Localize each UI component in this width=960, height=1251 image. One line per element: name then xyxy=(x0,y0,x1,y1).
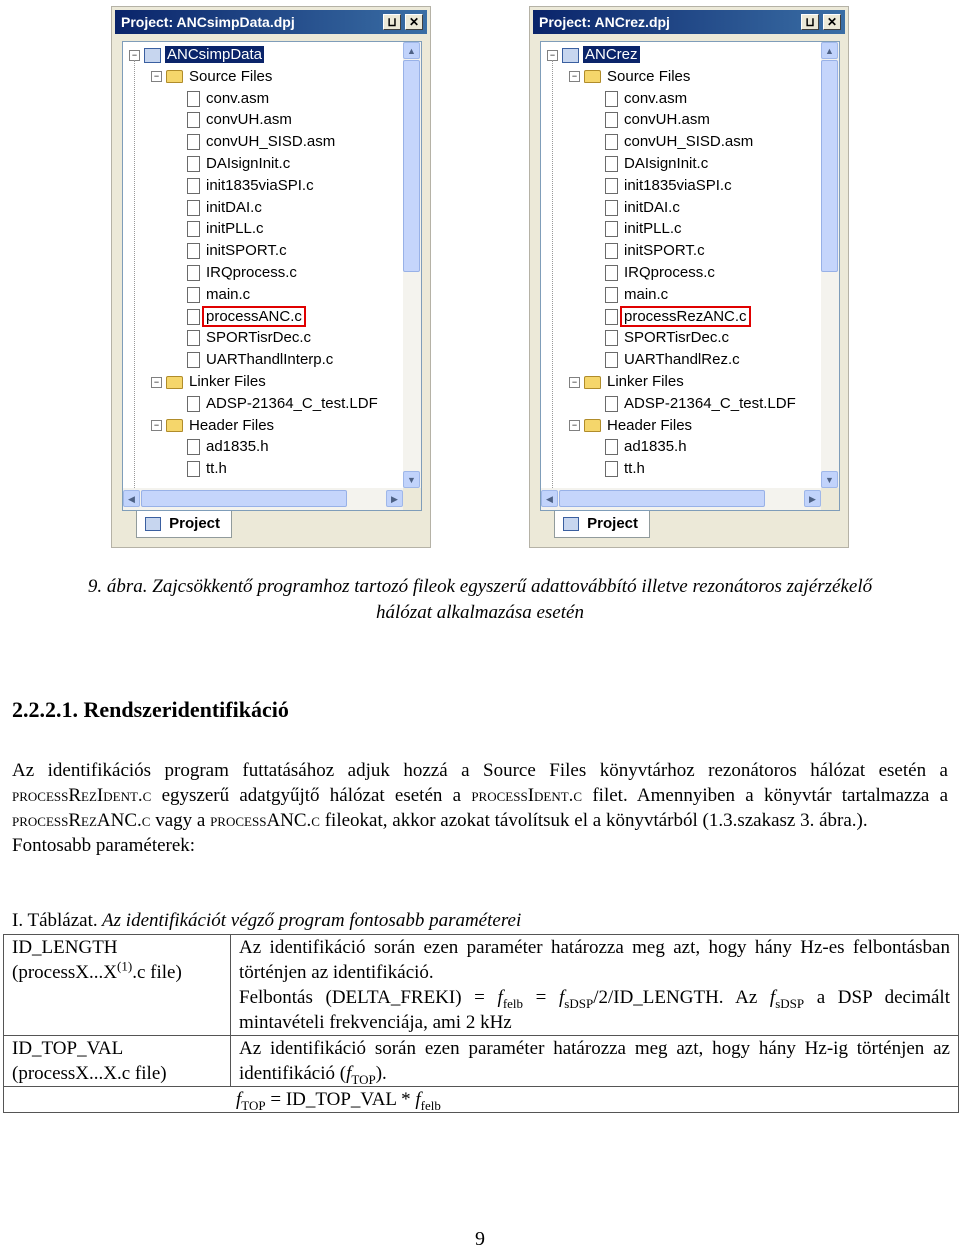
table-row xyxy=(4,1036,959,1087)
project-icon xyxy=(563,517,579,531)
text-span: Az identifikáció során ezen paraméter határozza meg azt, hogy hány Hz-ig történjen az identifikáció ( xyxy=(239,1038,950,1084)
table-row xyxy=(4,1087,959,1113)
tree-item-label: convUH.asm xyxy=(206,111,292,129)
tree-folder[interactable] xyxy=(151,66,274,88)
project-tab[interactable] xyxy=(136,511,232,538)
project-tree-pane xyxy=(540,41,840,511)
file-icon xyxy=(605,156,618,172)
tree-guide-line xyxy=(552,60,553,488)
close-button[interactable]: ✕ xyxy=(823,14,841,30)
file-icon xyxy=(605,243,618,259)
tree-guide-line xyxy=(134,60,135,488)
subscript: sDSP xyxy=(564,995,594,1011)
param-desc-cell xyxy=(231,935,959,1036)
text-span: = ID_TOP_VAL * xyxy=(265,1089,416,1110)
tree-item-label: DAIsignInit.c xyxy=(206,155,291,172)
tree-item-label: SPORTisrDec.c xyxy=(206,329,312,347)
body-paragraph xyxy=(12,758,948,858)
tree-file[interactable] xyxy=(605,284,670,306)
tree-project-node[interactable] xyxy=(129,44,264,66)
file-icon xyxy=(187,243,200,259)
tree-item-label: init1835viaSPI.c xyxy=(206,176,314,194)
tree-folder[interactable] xyxy=(569,415,694,437)
window-titlebar xyxy=(533,10,845,34)
text-span: vagy a xyxy=(150,810,211,831)
tree-item-label: DAIsignInit.c xyxy=(624,155,709,172)
symbol-f: f xyxy=(559,987,565,1008)
file-icon xyxy=(187,461,200,477)
parameters-table xyxy=(3,934,959,1113)
file-icon xyxy=(187,330,200,346)
scroll-up-arrow[interactable]: ▲ xyxy=(403,42,420,59)
scroll-down-arrow[interactable]: ▼ xyxy=(403,471,420,488)
file-icon xyxy=(187,396,200,412)
tree-item-label: convUH.asm xyxy=(624,111,710,129)
tree-file[interactable] xyxy=(187,88,271,110)
file-icon xyxy=(605,309,618,325)
file-icon xyxy=(605,352,618,368)
folder-icon xyxy=(166,419,183,432)
collapse-icon[interactable]: − xyxy=(151,377,162,388)
window-titlebar xyxy=(115,10,427,34)
tree-file[interactable] xyxy=(187,240,289,262)
horizontal-scrollbar[interactable] xyxy=(541,488,821,510)
text-span: Felbontás (DELTA_FREKI) = xyxy=(239,987,498,1008)
tree-item-label: IRQprocess.c xyxy=(624,264,715,281)
tree-file[interactable] xyxy=(605,109,712,131)
file-icon xyxy=(605,461,618,477)
text-span: = xyxy=(523,987,559,1008)
vertical-scrollbar[interactable] xyxy=(821,42,839,488)
subscript: felb xyxy=(502,995,524,1011)
file-icon xyxy=(605,91,618,107)
file-icon xyxy=(605,134,618,150)
text-span: fileokat, akkor azokat távolítsuk el a könyvtárból (1.3.szakasz 3. ábra.). xyxy=(319,810,868,831)
symbol-f: f xyxy=(497,987,503,1008)
tree-item-label: initSPORT.c xyxy=(206,242,287,260)
horizontal-scrollbar[interactable] xyxy=(123,488,403,510)
tree-item-label: ad1835.h xyxy=(624,438,687,456)
project-tree xyxy=(123,42,403,488)
file-icon xyxy=(187,287,200,303)
tree-item-label: init1835viaSPI.c xyxy=(624,176,732,194)
file-icon xyxy=(187,91,200,107)
filename-ident: processIdent.c xyxy=(471,785,583,806)
tree-file[interactable] xyxy=(187,262,299,284)
table-caption-text: Az identifikációt végző program fontosabb paraméterei xyxy=(97,910,522,931)
text-span: (processX...X xyxy=(12,962,118,983)
file-icon xyxy=(605,178,618,194)
tree-item-label: ADSP-21364_C_test.LDF xyxy=(624,394,796,412)
tree-file[interactable] xyxy=(605,349,742,371)
tree-item-label: UARThandlRez.c xyxy=(624,351,740,369)
text-span: egyszerű adatgyűjtő hálózat esetén a xyxy=(151,785,472,806)
tree-file[interactable] xyxy=(605,436,689,458)
folder-icon xyxy=(584,376,601,389)
file-icon xyxy=(605,112,618,128)
tree-item-label: tt.h xyxy=(206,460,227,478)
tree-item-label: Header Files xyxy=(607,416,693,434)
tree-file[interactable] xyxy=(187,306,304,328)
project-icon xyxy=(562,48,579,63)
pin-button[interactable]: ⊔ xyxy=(383,14,401,30)
folder-icon xyxy=(166,376,183,389)
scrollbar-corner xyxy=(403,488,421,510)
file-icon xyxy=(187,221,200,237)
scroll-down-arrow[interactable]: ▼ xyxy=(821,471,838,488)
param-name: ID_LENGTH xyxy=(12,937,118,958)
tree-project-node[interactable] xyxy=(547,44,640,66)
pin-button[interactable]: ⊔ xyxy=(801,14,819,30)
filename-anc: processANC.c xyxy=(210,810,320,831)
project-icon xyxy=(144,48,161,63)
tree-item-label: initPLL.c xyxy=(624,220,682,238)
tree-item-label: initDAI.c xyxy=(624,198,680,216)
section-heading: 2.2.2.1. Rendszeridentifikáció xyxy=(12,697,289,722)
project-window-left xyxy=(111,6,431,548)
scroll-thumb-horizontal[interactable] xyxy=(559,490,765,507)
param-desc-cell xyxy=(231,1036,959,1087)
tree-file[interactable] xyxy=(605,327,731,349)
tree-file[interactable] xyxy=(187,175,316,197)
caption-line-2: hálózat alkalmazása esetén xyxy=(376,602,584,623)
project-tab-label: Project xyxy=(587,515,639,532)
file-icon xyxy=(187,309,200,325)
collapse-icon[interactable]: − xyxy=(547,50,558,61)
tree-file[interactable] xyxy=(187,327,313,349)
tree-item-label: tt.h xyxy=(624,460,645,478)
subscript: TOP xyxy=(241,1097,266,1113)
subscript: TOP xyxy=(351,1071,376,1087)
project-window-right xyxy=(529,6,849,548)
tree-item-label: ADSP-21364_C_test.LDF xyxy=(206,394,378,412)
file-icon xyxy=(187,265,200,281)
project-tab-label: Project xyxy=(169,515,221,532)
tree-file[interactable] xyxy=(605,153,710,175)
tree-item-label: convUH_SISD.asm xyxy=(206,133,336,151)
scrollbar-corner xyxy=(821,488,839,510)
file-icon xyxy=(605,287,618,303)
symbol-f: f xyxy=(236,1089,242,1110)
tree-file[interactable] xyxy=(187,436,271,458)
text-span: /2/ID_LENGTH. Az xyxy=(593,987,770,1008)
tree-file[interactable] xyxy=(605,218,684,240)
tree-file[interactable] xyxy=(605,458,647,480)
file-icon xyxy=(187,156,200,172)
param-name: ID_TOP_VAL xyxy=(12,1038,124,1059)
subscript: felb xyxy=(420,1097,441,1113)
tree-item-label: SPORTisrDec.c xyxy=(624,329,730,347)
tree-file[interactable] xyxy=(187,284,252,306)
text-span: ). xyxy=(375,1063,387,1084)
symbol-f: f xyxy=(769,987,776,1008)
param-name-cell xyxy=(4,935,231,1036)
paragraph-text xyxy=(12,758,948,833)
tree-item-label: main.c xyxy=(206,285,251,303)
tree-file[interactable] xyxy=(605,393,798,415)
file-icon xyxy=(605,221,618,237)
tree-file[interactable] xyxy=(605,131,755,153)
tree-item-label: ANCrez xyxy=(585,46,638,63)
tree-file[interactable] xyxy=(187,153,292,175)
tree-item-label: processRezANC.c xyxy=(624,307,747,325)
project-icon xyxy=(145,517,161,531)
tree-item-label: ad1835.h xyxy=(206,438,269,456)
file-icon xyxy=(187,134,200,150)
project-tree xyxy=(541,42,821,488)
tree-item-label: IRQprocess.c xyxy=(206,264,297,281)
collapse-icon[interactable]: − xyxy=(569,420,580,431)
tree-file[interactable] xyxy=(187,458,229,480)
collapse-icon[interactable]: − xyxy=(569,377,580,388)
text-span: filet. Amennyiben a könyvtár tartalmazza a xyxy=(582,785,948,806)
tree-file[interactable] xyxy=(605,240,707,262)
tree-folder[interactable] xyxy=(151,415,276,437)
text-span: .c file) xyxy=(132,962,182,983)
folder-icon xyxy=(166,70,183,83)
footnote-mark: (1) xyxy=(117,958,133,974)
tree-item-label: UARThandlInterp.c xyxy=(206,351,334,369)
table-caption xyxy=(12,908,521,933)
window-title: Project: ANCrez.dpj xyxy=(539,14,670,30)
tree-item-label: convUH_SISD.asm xyxy=(624,133,754,151)
file-icon xyxy=(605,330,618,346)
file-icon xyxy=(187,352,200,368)
page-number: 9 xyxy=(475,1228,485,1250)
scroll-right-arrow[interactable]: ▶ xyxy=(804,490,821,507)
folder-icon xyxy=(584,70,601,83)
caption-line-1: 9. ábra. Zajcsökkentő programhoz tartozó fileok egyszerű adattovábbító illetve rezonátoros zajérzékelő xyxy=(87,576,873,597)
scroll-thumb-horizontal[interactable] xyxy=(141,490,347,507)
project-tree-pane xyxy=(122,41,422,511)
tree-item-label: initSPORT.c xyxy=(624,242,705,260)
table-row xyxy=(4,935,959,1036)
tree-file[interactable] xyxy=(605,197,682,219)
file-icon xyxy=(605,396,618,412)
tree-file[interactable] xyxy=(187,109,294,131)
collapse-icon[interactable]: − xyxy=(151,420,162,431)
param-name-cell xyxy=(4,1036,231,1087)
tree-file[interactable] xyxy=(187,349,335,371)
tree-item-label: main.c xyxy=(624,285,669,303)
tree-item-label: Source Files xyxy=(607,67,691,85)
folder-icon xyxy=(584,419,601,432)
scroll-left-arrow[interactable]: ◀ xyxy=(123,490,140,507)
tree-file[interactable] xyxy=(187,131,337,153)
window-title: Project: ANCsimpData.dpj xyxy=(121,14,295,30)
param-file: (processX...X.c file) xyxy=(12,1063,167,1084)
tree-file[interactable] xyxy=(605,306,749,328)
tree-item-label: Linker Files xyxy=(189,373,266,390)
scroll-thumb[interactable] xyxy=(821,60,838,272)
filename-rezident: processRezIdent.c xyxy=(12,785,152,806)
tree-folder[interactable] xyxy=(569,371,686,393)
table-caption-prefix: I. Táblázat. xyxy=(12,910,98,931)
tree-item-label: Source Files xyxy=(189,67,273,85)
text-span: a DSP decimált mintavételi frekvenciája, ami 2 kHz xyxy=(239,987,950,1033)
symbol-f: f xyxy=(415,1089,421,1110)
parameters-intro: Fontosabb paraméterek: xyxy=(12,835,196,856)
project-tab[interactable] xyxy=(554,511,650,538)
text-span: Az identifikációs program futtatásához adjuk hozzá a Source Files könyvtárhoz rezonátoros hálózat esetén a xyxy=(12,760,948,781)
param-desc xyxy=(239,1036,950,1086)
tree-item-label: initDAI.c xyxy=(206,198,262,216)
tree-file[interactable] xyxy=(605,175,734,197)
scroll-thumb[interactable] xyxy=(403,60,420,272)
tree-folder[interactable] xyxy=(151,371,268,393)
param-file xyxy=(12,960,222,985)
file-icon xyxy=(187,439,200,455)
file-icon xyxy=(605,439,618,455)
tree-item-label: ANCsimpData xyxy=(167,46,263,63)
tree-item-label: processANC.c xyxy=(206,307,302,325)
file-icon xyxy=(187,112,200,128)
filename-rezanc: processRezANC.c xyxy=(12,810,151,831)
tree-item-label: conv.asm xyxy=(624,89,688,107)
tree-file[interactable] xyxy=(605,262,717,284)
tree-folder[interactable] xyxy=(569,66,692,88)
collapse-icon[interactable]: − xyxy=(129,50,140,61)
tree-file[interactable] xyxy=(187,218,266,240)
close-button[interactable]: ✕ xyxy=(405,14,423,30)
tree-item-label: initPLL.c xyxy=(206,220,264,238)
collapse-icon[interactable]: − xyxy=(151,71,162,82)
param-formula-cell xyxy=(4,1087,959,1113)
tree-file[interactable] xyxy=(187,393,380,415)
tree-file[interactable] xyxy=(605,88,689,110)
tree-item-label: Linker Files xyxy=(607,373,684,390)
symbol-f: f xyxy=(346,1063,352,1084)
file-icon xyxy=(187,200,200,216)
tree-item-label: Header Files xyxy=(189,416,275,434)
collapse-icon[interactable]: − xyxy=(569,71,580,82)
file-icon xyxy=(605,265,618,281)
scroll-right-arrow[interactable]: ▶ xyxy=(386,490,403,507)
tree-file[interactable] xyxy=(187,197,264,219)
file-icon xyxy=(187,178,200,194)
file-icon xyxy=(605,200,618,216)
subscript: sDSP xyxy=(775,995,805,1011)
tree-item-label: conv.asm xyxy=(206,89,270,107)
param-desc: Az identifikáció során ezen paraméter határozza meg azt, hogy hány Hz-es felbontásban történjen az identifikáció. xyxy=(239,937,950,983)
param-formula xyxy=(239,985,950,1035)
figure-caption xyxy=(0,574,960,626)
vertical-scrollbar[interactable] xyxy=(403,42,421,488)
scroll-left-arrow[interactable]: ◀ xyxy=(541,490,558,507)
scroll-up-arrow[interactable]: ▲ xyxy=(821,42,838,59)
